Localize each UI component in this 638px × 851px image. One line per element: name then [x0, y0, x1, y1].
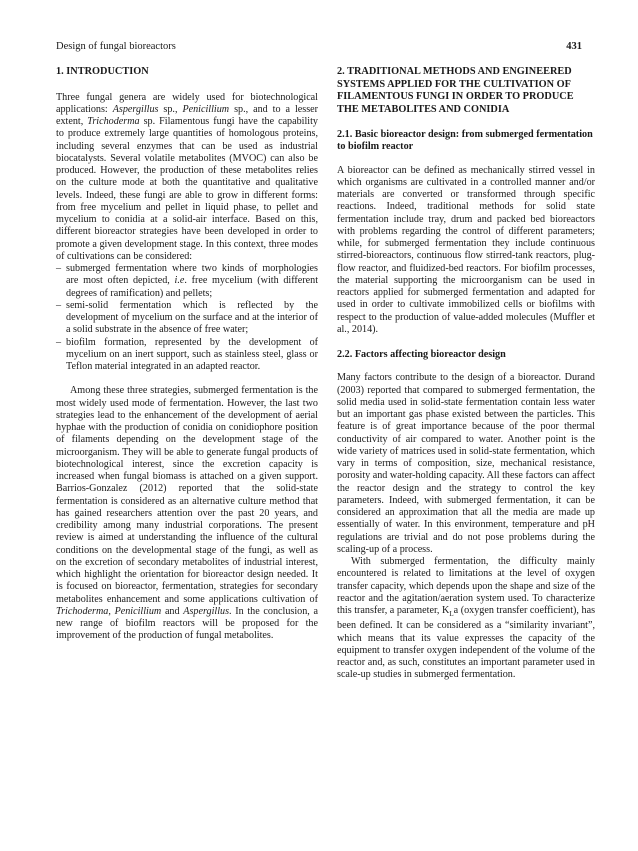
section-2-heading: 2. TRADITIONAL METHODS AND ENGINEERED SYSTEMS APPLIED FOR THE CULTIVATION OF FILAMENTOUS FUNGI IN ORDER TO PRODUCE THE METABOLITES AND CONIDIA [337, 66, 574, 115]
cultivation-modes-list [56, 263, 318, 373]
subsection-2-2-paragraph-2: With submerged fermentation, the difficulty mainly encountered is related to limitations at the level of oxygen transfer capacity, which depends upon the shape and size of the reactor and the agitation/aeration system used. To characterize this transfer, a parameter, $K_La$ (oxygen transfer coefficient), has been defined. It can be considered as a “similarity invariant”, which means that its value expresses the capacity of the equipment to transfer oxygen independent of the volume of the reactor and, as such, constitutes an important parameter used in scale-up studies in submerged fermentation. [337, 556, 596, 681]
introduction-heading: 1. INTRODUCTION [56, 66, 149, 77]
list-item: – semi-solid fermentation which is reflected by the development of mycelium on the surface and at the interior of a solid substrate in the absence of free water; [56, 299, 318, 336]
left-column [56, 66, 318, 643]
intro-paragraph: Three fungal genera are widely used for biotechnological applications: Aspergillus sp., Penicillium sp., and to a lesser extent, Trichoderma sp. Filamentous fungi have the capability to produce extremely large quantities of homologous proteins, including several enzymes that can be used as industrial biocatalysts. Several volatile metabolites (MVOC) can also be produced. However, the production of these metabolites relies on the culture mode at both the quantitative and qualitative levels. Indeed, these fungi are able to grow in different forms: from free mycelium and pellet in liquid phase, to pellet and mycelium to conidia at a solid-air interface. Based on this, different bioreactor strategies have been developed in order to promote a given development stage. In this context, three modes of cultivations can be considered: [56, 91, 318, 262]
running-header [56, 41, 582, 57]
subsection-2-1-heading: 2.1. Basic bioreactor design: from submerged fermentation to biofilm reactor [337, 129, 593, 153]
subsection-2-2-heading: 2.2. Factors affecting bioreactor design [337, 349, 506, 361]
page-number: 431 [566, 41, 582, 52]
running-title: Design of fungal bioreactors [56, 41, 176, 52]
list-item: – submerged fermentation where two kinds of morphologies are most often depicted, i.e. free mycelium (with different degrees of ramification) and pellets; [56, 263, 319, 299]
right-column [337, 66, 595, 682]
list-item: – biofilm formation, represented by the development of mycelium on an inert support, such as stainless steel, glass or Teflon material integrated in an adapted reactor. [56, 336, 318, 372]
strategies-paragraph: Among these three strategies, submerged fermentation is the most widely used mode of fermentation. However, the last two strategies lead to the enhancement of the development of aerial hyphae with the production of conidia on conidiophore position of filaments depending on the development stage of the microorganism. They will be able to generate fungal products of biotechnological interest, since the excretion capacity is increased when fungal biomass is attached on a given support. Barrios-Gonzalez (2012) reported that the solid-state fermentation is considered as an alternative culture method that has gained researchers attention over the past 20 years, and credibility among many industrial corporations. The present review is aimed at understanding the influence of the cultural conditions on the developmental stage of the fungi, as well as on the excretion of secondary metabolites of industrial interest, which highlight the orientation for bioreactor design needed. It is focused on bioreactor, fermentation, strategies for secondary metabolites enhancement and some applications cultivation of Trichoderma, Penicillium and Aspergillus. In the conclusion, a new range of biofilm reactors will be proposed for the improvement of the production of fungal metabolites. [56, 385, 319, 642]
subsection-2-2-paragraph-1: Many factors contribute to the design of a bioreactor. Durand (2003) reported that compared to submerged fermentation, the solid media used in solid-state fermentation contain less water but an important gas phase existed between the particles. This feature is of great importance because of the poor thermal conductivity of air compared to water. Another point is the wide variety of matrices used in solid-state fermentation, which vary in terms of composition, size, mechanical resistance, porosity and water-holding capacity. All these factors can affect the reactor design and the strategy to control the key parameters. Indeed, with submerged fermentation, it can be considered an approximation that all the media are made up essentially of water. In this environment, temperature and pH regulations are trivial and do not pose problems during the scaling-up of a process. [337, 372, 595, 555]
subsection-2-1-paragraph: A bioreactor can be defined as mechanically stirred vessel in which organisms are cultivated in a controlled manner and/or materials are converted or transformed through specific reactions. Indeed, traditional methods for solid state fermentation include tray, drum and packed bed bioreactors with problems regarding the control of different parameters; while, for submerged fermentation they include continuous stirred-bioreactors, continuous flow stirred-tank reactors, plug-flow reactor, and fluidized-bed reactors. For biofilm processes, the material supporting the microorganism can be used in reactors applied for submerged fermentation and adapted for used in order to cultivate immobilized cells or biofilms with respect to the production of value-added molecules (Muffler et al., 2014). [337, 164, 595, 335]
